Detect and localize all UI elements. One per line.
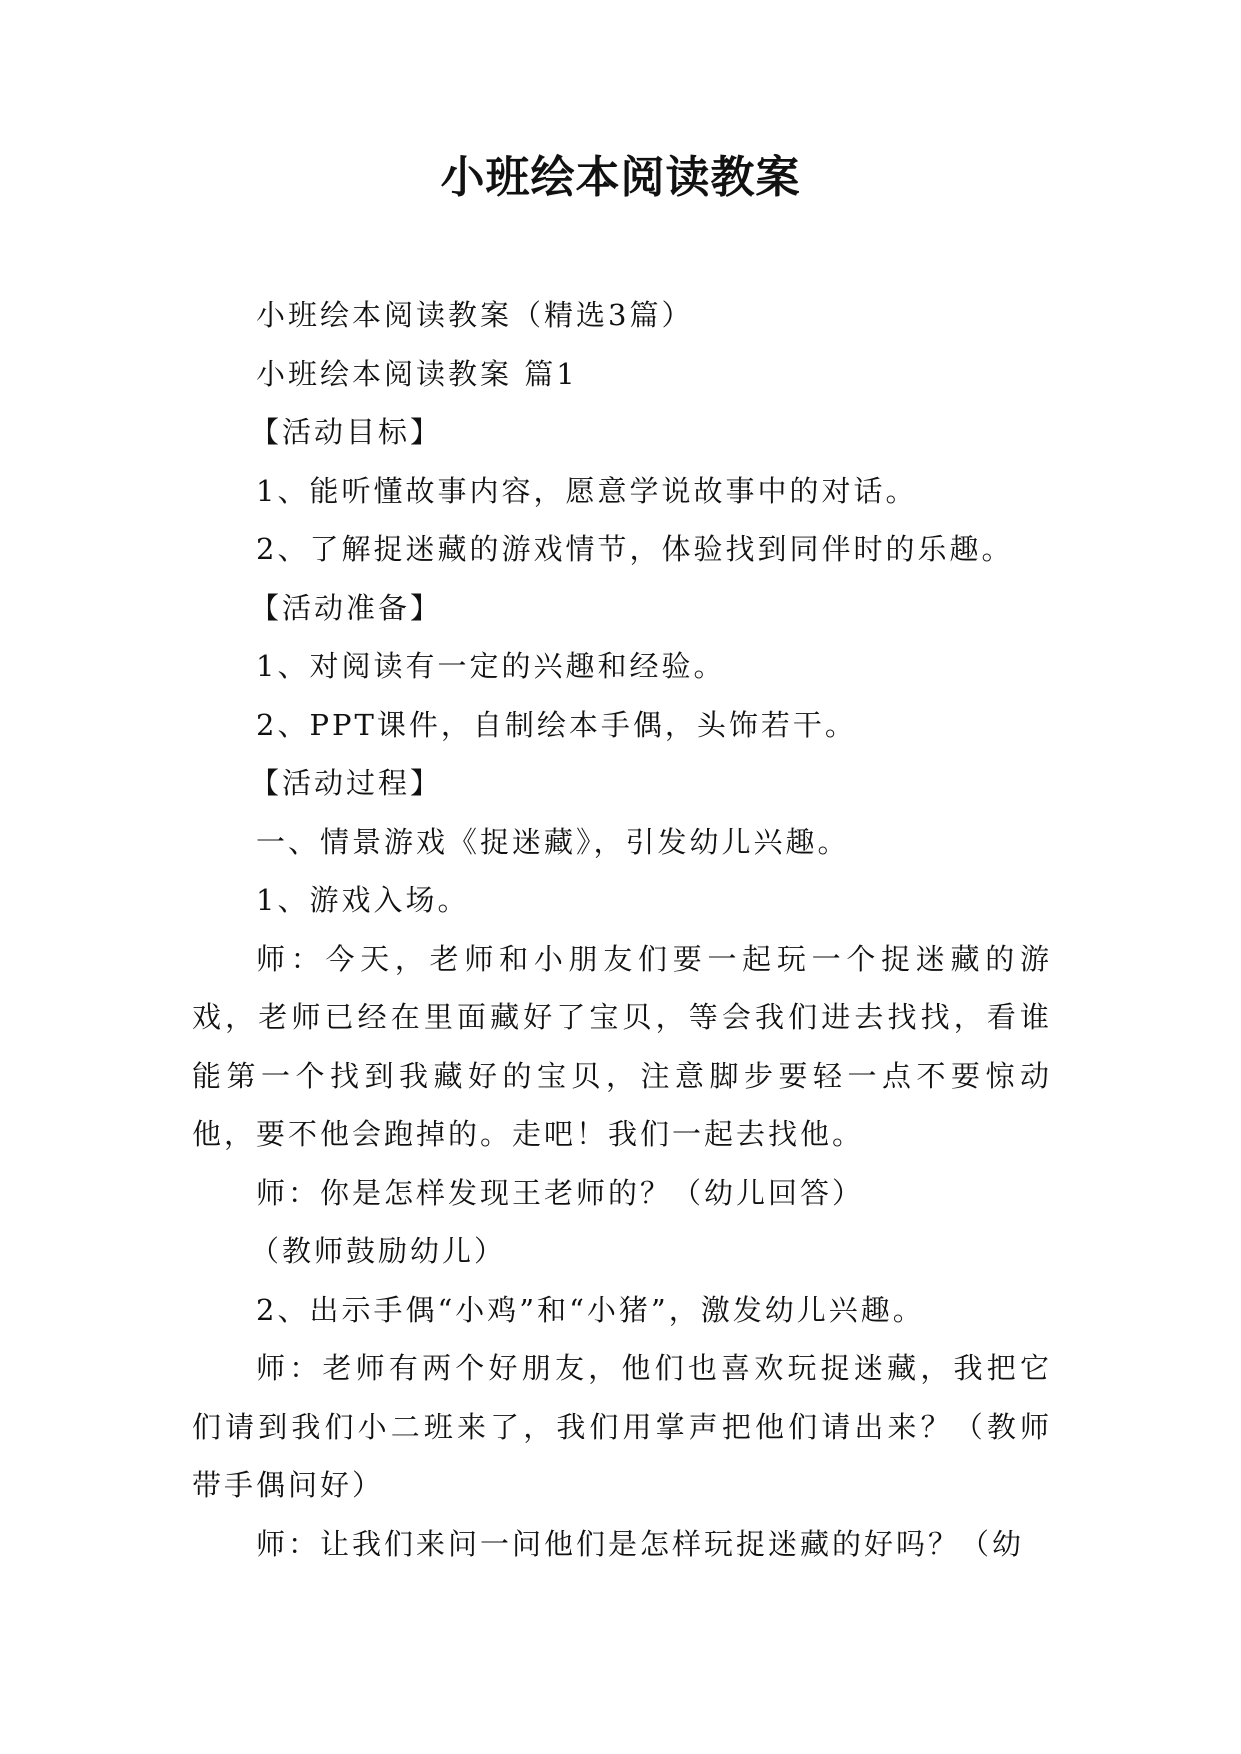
paragraph-process-heading: 【活动过程】	[250, 766, 443, 800]
document-body	[192, 286, 1052, 1573]
paragraph-preparation-2: 2、PPT课件，自制绘本手偶，头饰若干。	[256, 707, 857, 742]
paragraph-goal-1: 1、能听懂故事内容，愿意学说故事中的对话。	[256, 473, 918, 508]
paragraph-process-step-1: 一、情景游戏《捉迷藏》，引发幼儿兴趣。	[256, 824, 850, 859]
paragraph-teacher-speech-2: 师：老师有两个好朋友，他们也喜欢玩捉迷藏，我把它们请到我们小二班来了，我们用掌声把他们请出来？（教师带手偶问好）	[192, 1351, 1052, 1502]
paragraph-intro: 小班绘本阅读教案（精选3篇）	[256, 298, 694, 332]
paragraph-teacher-note: （教师鼓励幼儿）	[250, 1234, 507, 1268]
paragraph-goal-2: 2、了解捉迷藏的游戏情节，体验找到同伴时的乐趣。	[256, 532, 1014, 566]
paragraph-teacher-speech-3: 师：让我们来问一问他们是怎样玩捉迷藏的好吗？（幼	[256, 1526, 1025, 1561]
paragraph-preparation-heading: 【活动准备】	[250, 590, 443, 625]
paragraph-game-entry: 1、游戏入场。	[256, 883, 470, 917]
document-title: 小班绘本阅读教案	[440, 152, 801, 203]
paragraph-section-heading: 小班绘本阅读教案 篇1	[256, 356, 578, 391]
paragraph-show-puppets: 2、出示手偶“小鸡”和“小猪”，激发幼儿兴趣。	[256, 1292, 925, 1327]
paragraph-preparation-1: 1、对阅读有一定的兴趣和经验。	[256, 649, 726, 683]
paragraph-teacher-speech-1: 师：今天，老师和小朋友们要一起玩一个捉迷藏的游戏，老师已经在里面藏好了宝贝，等会我们进去找找，看谁能第一个找到我藏好的宝贝，注意脚步要轻一点不要惊动他，要不他会跑掉的。走吧！我们一起去找他。	[192, 941, 1052, 1151]
paragraph-teacher-question: 师：你是怎样发现王老师的？（幼儿回答）	[256, 1175, 865, 1210]
paragraph-activity-goals-heading: 【活动目标】	[250, 415, 443, 449]
